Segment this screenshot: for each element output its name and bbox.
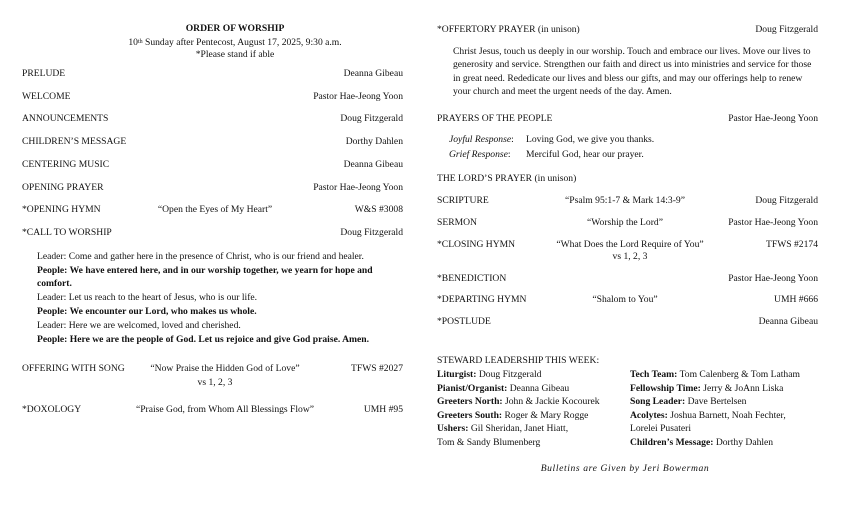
steward-row	[630, 423, 691, 435]
steward-row	[437, 423, 568, 435]
steward-row	[630, 410, 786, 422]
scripture-label: SCRIPTURE	[437, 195, 489, 206]
call-to-worship-label: *CALL TO WORSHIP	[22, 227, 112, 238]
item-label-centering-music: CENTERING MUSIC	[22, 159, 110, 170]
steward-names: Jerry & JoAnn Liska	[700, 383, 784, 394]
bulletin-credit: Bulletins are Given by Jeri Bowerman	[540, 463, 710, 474]
item-leader-announcements: Doug Fitzgerald	[340, 113, 403, 124]
sermon-title: “Worship the Lord”	[587, 217, 663, 228]
steward-names: Dave Bertelsen	[685, 396, 747, 407]
closing-hymn-title: “What Does the Lord Require of You”	[556, 239, 704, 250]
steward-role: Song Leader:	[630, 396, 686, 407]
steward-names: Deanna Gibeau	[507, 383, 570, 394]
steward-row	[437, 437, 540, 449]
steward-row	[630, 369, 800, 381]
departing-hymn-title: “Shalom to You”	[592, 294, 658, 305]
steward-names: Joshua Barnett, Noah Fechter,	[667, 410, 786, 421]
steward-names: Dorthy Dahlen	[713, 437, 774, 448]
item-label-welcome: WELCOME	[22, 91, 71, 102]
doxology-number: UMH #95	[363, 404, 403, 415]
prayers-label: PRAYERS OF THE PEOPLE	[437, 113, 553, 124]
joyful-response: Joyful Response:	[449, 134, 514, 145]
litany-line-people: People: We encounter our Lord, who makes us whole.	[37, 306, 257, 317]
opening-hymn-title: “Open the Eyes of My Heart”	[157, 204, 273, 215]
benediction-leader: Pastor Hae-Jeong Yoon	[728, 273, 818, 284]
item-leader-prelude: Deanna Gibeau	[343, 68, 403, 79]
item-label-announcements: ANNOUNCEMENTS	[22, 113, 109, 124]
departing-hymn-label: *DEPARTING HYMN	[437, 294, 527, 305]
offertory-prayer-label: *OFFERTORY PRAYER (in unison)	[437, 24, 580, 35]
litany-line: Leader: Here we are welcomed, loved and cherished.	[37, 320, 241, 331]
doxology-label: *DOXOLOGY	[22, 404, 82, 415]
steward-role: Children’s Message:	[630, 437, 714, 448]
service-date-text: Sunday after Pentecost, August 17, 2025, 9:30 a.m.	[142, 37, 342, 48]
steward-role: Tech Team:	[630, 369, 678, 380]
litany-line-people: People: We have entered here, and in our worship together, we yearn for hope and	[37, 265, 373, 276]
steward-row	[630, 383, 783, 395]
litany-line: Leader: Come and gather here in the presence of Christ, who is our friend and healer.	[37, 251, 364, 262]
joyful-response-text: Loving God, we give you thanks.	[526, 134, 655, 145]
benediction-label: *BENEDICTION	[437, 273, 507, 284]
offering-song-verses: vs 1, 2, 3	[197, 377, 233, 388]
sermon-label: SERMON	[437, 217, 477, 228]
steward-heading: STEWARD LEADERSHIP THIS WEEK:	[437, 355, 600, 366]
steward-role: Fellowship Time:	[630, 383, 701, 394]
scripture-leader: Doug Fitzgerald	[755, 195, 818, 206]
steward-names: Roger & Mary Rogge	[502, 410, 589, 421]
postlude-label: *POSTLUDE	[437, 316, 491, 327]
steward-names: Tom Calenberg & Tom Latham	[677, 369, 800, 380]
steward-names: Doug Fitzgerald	[476, 369, 542, 380]
grief-response-label: Grief Response	[449, 149, 508, 160]
steward-role: Liturgist:	[437, 369, 477, 380]
sermon-leader: Pastor Hae-Jeong Yoon	[728, 217, 818, 228]
item-label-opening-prayer: OPENING PRAYER	[22, 182, 104, 193]
doxology-title: “Praise God, from Whom All Blessings Flow”	[135, 404, 315, 415]
steward-names: Lorelei Pusateri	[630, 423, 692, 434]
ordinal-suffix: th	[137, 39, 143, 45]
closing-hymn-label: *CLOSING HYMN	[437, 239, 516, 250]
sunday-number: 10	[128, 37, 138, 48]
item-leader-centering-music: Deanna Gibeau	[343, 159, 403, 170]
item-label-childrens-message: CHILDREN’S MESSAGE	[22, 136, 127, 147]
steward-role: Ushers:	[437, 423, 469, 434]
steward-names: Tom & Sandy Blumenberg	[437, 437, 541, 448]
opening-hymn-number: W&S #3008	[354, 204, 403, 215]
opening-hymn-label: *OPENING HYMN	[22, 204, 101, 215]
lords-prayer-label: THE LORD’S PRAYER (in unison)	[437, 173, 577, 184]
steward-row	[437, 383, 569, 395]
steward-row	[630, 437, 773, 449]
steward-row	[630, 396, 746, 408]
steward-role: Greeters North:	[437, 396, 503, 407]
page-title: ORDER OF WORSHIP	[185, 23, 285, 34]
item-leader-welcome: Pastor Hae-Jeong Yoon	[313, 91, 403, 102]
item-leader-childrens-message: Dorthy Dahlen	[345, 136, 403, 147]
steward-row	[437, 396, 600, 408]
prayers-leader: Pastor Hae-Jeong Yoon	[728, 113, 818, 124]
steward-row	[437, 369, 541, 381]
steward-row	[437, 410, 588, 422]
offertory-prayer-text: Christ Jesus, touch us deeply in our worship. Touch and embrace our lives. Move our lives to generosity and service. Strengthen our faith and direct us into ministries and service for those in great need. Rededicate our lives and bless our gifts, and may our offerings help to renew your church and meet the urgent needs of the day. Amen.	[453, 46, 812, 98]
joyful-response-label: Joyful Response	[449, 134, 512, 145]
offering-song-title: “Now Praise the Hidden God of Love”	[150, 363, 300, 374]
steward-names: Gil Sheridan, Janet Hiatt,	[468, 423, 569, 434]
offering-song-number: TFWS #2027	[351, 363, 403, 374]
stand-note: *Please stand if able	[195, 49, 275, 60]
scripture-reading: “Psalm 95:1-7 & Mark 14:3-9”	[565, 195, 685, 206]
offertory-prayer-leader: Doug Fitzgerald	[755, 24, 818, 35]
steward-role: Acolytes:	[630, 410, 668, 421]
litany-line-people: comfort.	[37, 278, 72, 289]
steward-role: Greeters South:	[437, 410, 503, 421]
litany-line-people: People: Here we are the people of God. Let us rejoice and give God praise. Amen.	[37, 334, 370, 345]
closing-hymn-number: TFWS #2174	[766, 239, 818, 250]
postlude-leader: Deanna Gibeau	[758, 316, 818, 327]
grief-response-text: Merciful God, hear our prayer.	[526, 149, 644, 160]
call-to-worship-leader: Doug Fitzgerald	[340, 227, 403, 238]
closing-hymn-verses: vs 1, 2, 3	[612, 251, 648, 262]
steward-role: Pianist/Organist:	[437, 383, 508, 394]
grief-response: Grief Response:	[449, 149, 511, 160]
departing-hymn-number: UMH #666	[774, 294, 818, 305]
item-leader-opening-prayer: Pastor Hae-Jeong Yoon	[313, 182, 403, 193]
item-label-prelude: PRELUDE	[22, 68, 66, 79]
steward-names: John & Jackie Kocourek	[502, 396, 600, 407]
service-date	[80, 37, 390, 49]
litany-line: Leader: Let us reach to the heart of Jesus, who is our life.	[37, 292, 258, 303]
offering-label: OFFERING WITH SONG	[22, 363, 125, 374]
